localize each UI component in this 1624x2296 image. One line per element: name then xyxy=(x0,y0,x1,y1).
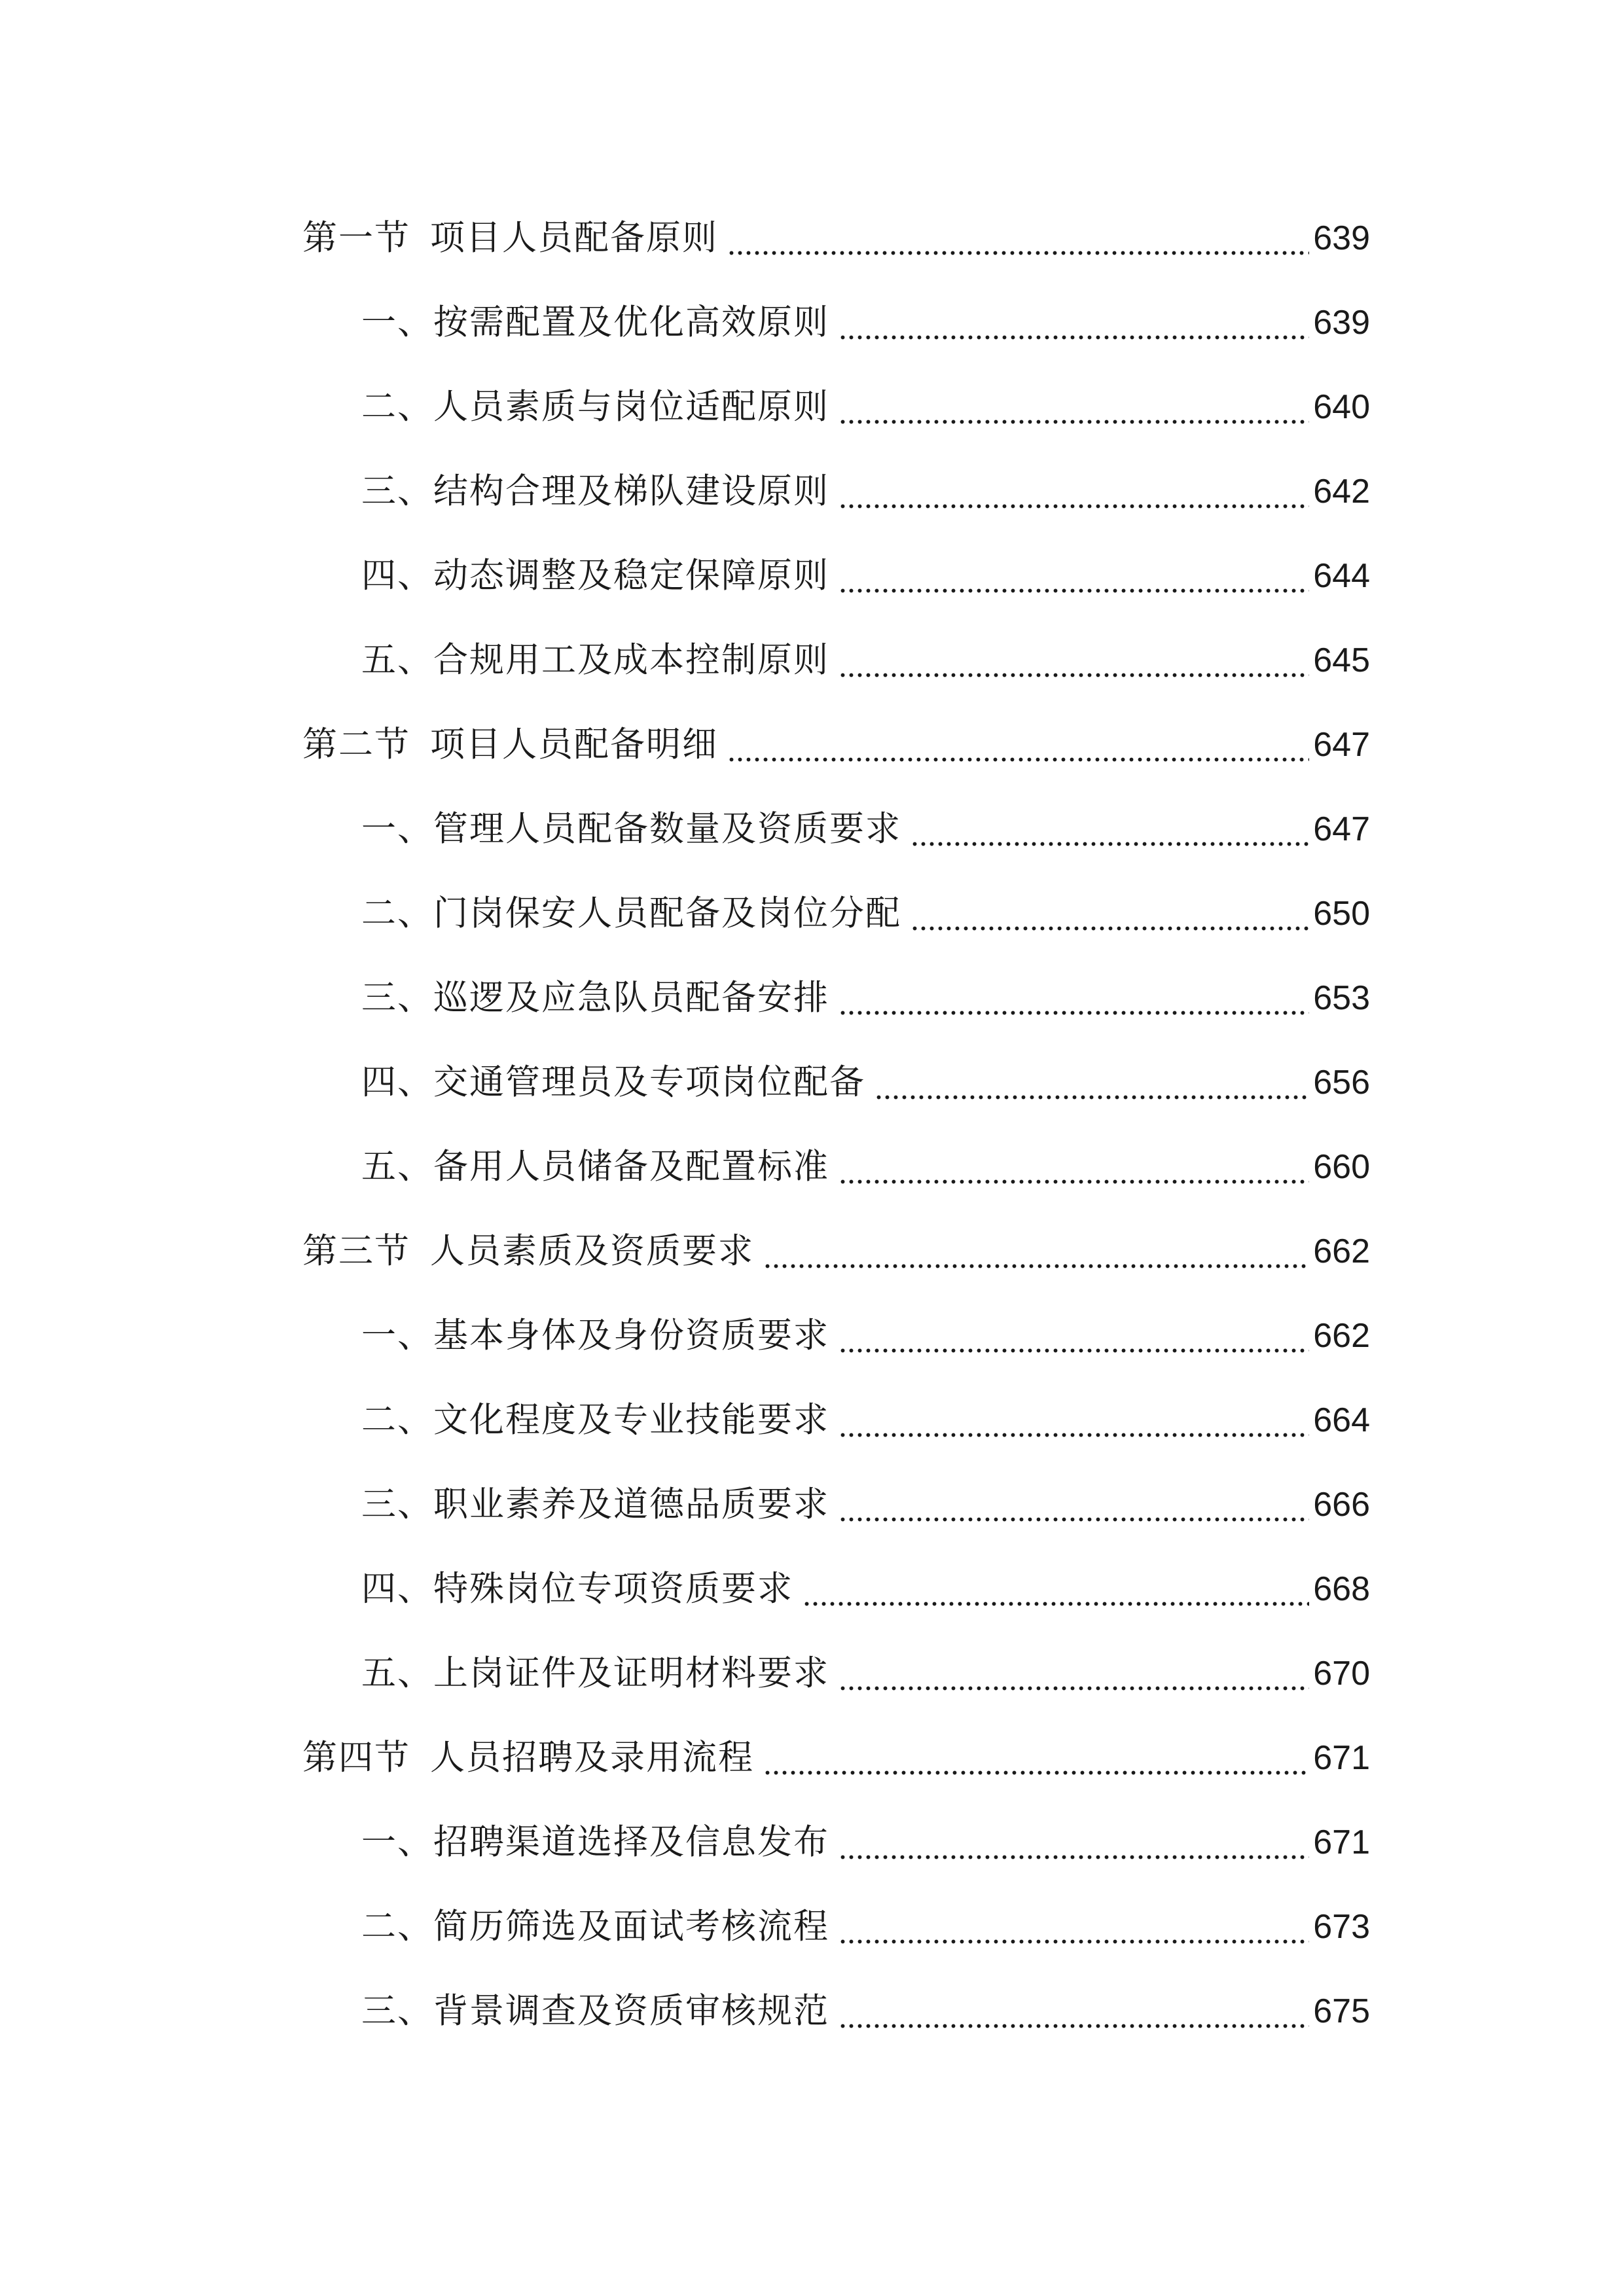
toc-entry[interactable] xyxy=(361,1056,1370,1109)
toc-entry-prefix: 三、 xyxy=(361,1484,433,1524)
toc-entry-prefix: 一、 xyxy=(361,1316,433,1355)
toc-page-number: 642 xyxy=(1313,473,1370,511)
toc-entry[interactable] xyxy=(361,803,1370,855)
toc-entry-text: 基本身体及身份资质要求 xyxy=(433,1316,829,1355)
toc-entry-prefix: 五、 xyxy=(361,640,433,680)
toc-entry-prefix: 第二节 xyxy=(302,725,410,764)
toc-entry-prefix: 四、 xyxy=(361,1062,433,1102)
toc-entry-title xyxy=(361,1394,829,1446)
toc-entry[interactable] xyxy=(361,634,1370,687)
toc-entry-text: 动态调整及稳定保障原则 xyxy=(433,556,829,596)
toc-page-number: 675 xyxy=(1313,1992,1370,2030)
toc-entry-title xyxy=(361,1563,793,1615)
toc-entry-prefix: 一、 xyxy=(361,302,433,342)
toc-entry-text: 合规用工及成本控制原则 xyxy=(433,640,829,680)
toc-page-number: 671 xyxy=(1313,1823,1370,1861)
toc-entry-text: 人员素质及资质要求 xyxy=(430,1231,754,1271)
dot-leader xyxy=(875,1056,1309,1109)
toc-page-number: 639 xyxy=(1313,219,1370,257)
toc-entry-text: 管理人员配备数量及资质要求 xyxy=(433,809,901,849)
dot-leader xyxy=(803,1563,1309,1615)
toc-entry-title xyxy=(361,465,829,518)
toc-entry-title xyxy=(361,888,901,940)
toc-entry[interactable] xyxy=(302,1225,1370,1278)
toc-page-number: 647 xyxy=(1313,810,1370,848)
dot-leader xyxy=(839,1310,1309,1362)
dot-leader xyxy=(911,888,1309,940)
toc-entry-prefix: 四、 xyxy=(361,1569,433,1609)
toc-entry[interactable] xyxy=(361,1141,1370,1193)
toc-entry[interactable] xyxy=(361,1394,1370,1446)
toc-entry[interactable] xyxy=(361,550,1370,602)
toc-page-number: 645 xyxy=(1313,641,1370,679)
toc-entry-text: 交通管理员及专项岗位配备 xyxy=(433,1062,865,1102)
toc-entry-prefix: 一、 xyxy=(361,1822,433,1862)
toc-entry-prefix: 五、 xyxy=(361,1653,433,1693)
dot-leader xyxy=(839,1479,1309,1531)
toc-entry-title xyxy=(361,972,829,1024)
toc-entry-text: 门岗保安人员配备及岗位分配 xyxy=(433,893,901,933)
toc-entry[interactable] xyxy=(361,1816,1370,1869)
toc-entry-title xyxy=(361,634,829,687)
toc-entry-title xyxy=(361,1310,829,1362)
toc-entry-title xyxy=(361,381,829,433)
dot-leader xyxy=(839,1985,1309,2037)
toc-entry[interactable] xyxy=(361,888,1370,940)
toc-entry-text: 结构合理及梯队建设原则 xyxy=(433,471,829,511)
dot-leader xyxy=(839,550,1309,602)
toc-entry-prefix: 二、 xyxy=(361,1907,433,1946)
toc-entry-prefix: 三、 xyxy=(361,1991,433,2031)
toc-entry-title xyxy=(361,1056,865,1109)
dot-leader xyxy=(839,1901,1309,1953)
toc-page-number: 666 xyxy=(1313,1486,1370,1524)
dot-leader xyxy=(839,634,1309,687)
toc-entry-text: 巡逻及应急队员配备安排 xyxy=(433,978,829,1018)
toc-entry[interactable] xyxy=(361,1310,1370,1362)
toc-entry[interactable] xyxy=(361,1479,1370,1531)
toc-entry-title xyxy=(302,212,718,264)
toc-page-number: 664 xyxy=(1313,1401,1370,1439)
toc-entry-text: 人员素质与岗位适配原则 xyxy=(433,387,829,427)
toc-entry-title xyxy=(361,1479,829,1531)
dot-leader xyxy=(839,1394,1309,1446)
dot-leader xyxy=(839,1141,1309,1193)
toc-page-number: 656 xyxy=(1313,1064,1370,1102)
toc-entry-text: 上岗证件及证明材料要求 xyxy=(433,1653,829,1693)
toc-entry[interactable] xyxy=(302,719,1370,771)
toc-entry-title xyxy=(361,1816,829,1869)
toc-entry-prefix: 五、 xyxy=(361,1147,433,1187)
toc-entry-title xyxy=(361,550,829,602)
toc-entry[interactable] xyxy=(361,1647,1370,1700)
dot-leader xyxy=(839,1647,1309,1700)
dot-leader xyxy=(839,381,1309,433)
dot-leader xyxy=(839,465,1309,518)
toc-entry-text: 简历筛选及面试考核流程 xyxy=(433,1907,829,1946)
toc-entry-text: 招聘渠道选择及信息发布 xyxy=(433,1822,829,1862)
toc-entry-text: 项目人员配备原则 xyxy=(430,218,718,258)
toc-entry-title xyxy=(361,1985,829,2037)
toc-entry-text: 人员招聘及录用流程 xyxy=(430,1738,754,1778)
toc-page-number: 673 xyxy=(1313,1908,1370,1946)
toc-page-number: 647 xyxy=(1313,726,1370,764)
toc-entry-title xyxy=(361,1647,829,1700)
toc-page-number: 670 xyxy=(1313,1655,1370,1693)
toc-entry-prefix: 第三节 xyxy=(302,1231,410,1271)
toc-page-number: 639 xyxy=(1313,304,1370,342)
toc-page-number: 650 xyxy=(1313,895,1370,933)
toc-page-number: 671 xyxy=(1313,1739,1370,1777)
toc-entry-prefix: 三、 xyxy=(361,471,433,511)
toc-entry[interactable] xyxy=(302,1732,1370,1784)
dot-leader xyxy=(839,972,1309,1024)
toc-entry-title xyxy=(302,1732,754,1784)
toc-entry[interactable] xyxy=(361,1563,1370,1615)
toc-page-number: 644 xyxy=(1313,557,1370,595)
toc-entry-text: 备用人员储备及配置标准 xyxy=(433,1147,829,1187)
toc-page-number: 662 xyxy=(1313,1232,1370,1270)
toc-entry-text: 项目人员配备明细 xyxy=(430,725,718,764)
toc-entry-text: 特殊岗位专项资质要求 xyxy=(433,1569,793,1609)
toc-entry-prefix: 三、 xyxy=(361,978,433,1018)
toc-entry-prefix: 一、 xyxy=(361,809,433,849)
toc-page-number: 662 xyxy=(1313,1317,1370,1355)
toc-entry[interactable] xyxy=(361,296,1370,349)
dot-leader xyxy=(763,1732,1309,1784)
toc-entry[interactable] xyxy=(361,465,1370,518)
toc-page-number: 660 xyxy=(1313,1148,1370,1186)
toc-entry-prefix: 二、 xyxy=(361,387,433,427)
toc-page-number: 653 xyxy=(1313,979,1370,1017)
toc-entry[interactable] xyxy=(361,1901,1370,1953)
toc-entry[interactable] xyxy=(302,212,1370,264)
dot-leader xyxy=(727,719,1309,771)
toc-entry-prefix: 第四节 xyxy=(302,1738,410,1778)
toc-entry-title xyxy=(302,1225,754,1278)
toc-entry-title xyxy=(361,296,829,349)
toc-entry-title xyxy=(302,719,718,771)
toc-entry-prefix: 四、 xyxy=(361,556,433,596)
toc-entry-text: 背景调查及资质审核规范 xyxy=(433,1991,829,2031)
toc-entry-prefix: 第一节 xyxy=(302,218,410,258)
dot-leader xyxy=(727,212,1309,264)
toc-page-number: 668 xyxy=(1313,1570,1370,1608)
toc-entry[interactable] xyxy=(361,1985,1370,2037)
toc-entry-title xyxy=(361,1141,829,1193)
toc-entry-text: 职业素养及道德品质要求 xyxy=(433,1484,829,1524)
toc-entry[interactable] xyxy=(361,381,1370,433)
dot-leader xyxy=(911,803,1309,855)
toc-entry-title xyxy=(361,803,901,855)
toc-entry-text: 文化程度及专业技能要求 xyxy=(433,1400,829,1440)
dot-leader xyxy=(763,1225,1309,1278)
toc-page-number: 640 xyxy=(1313,388,1370,426)
toc-entry-title xyxy=(361,1901,829,1953)
toc-entry-prefix: 二、 xyxy=(361,1400,433,1440)
toc-entry-prefix: 二、 xyxy=(361,893,433,933)
toc-entry-text: 按需配置及优化高效原则 xyxy=(433,302,829,342)
dot-leader xyxy=(839,1816,1309,1869)
toc-entry[interactable] xyxy=(361,972,1370,1024)
dot-leader xyxy=(839,296,1309,349)
